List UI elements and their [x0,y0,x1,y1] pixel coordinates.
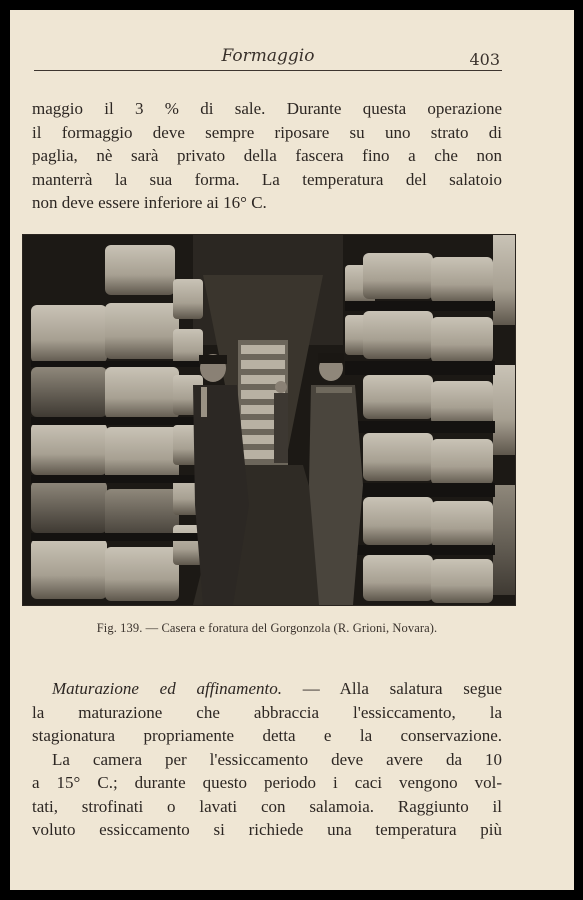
cheese-cellar-illustration [23,235,515,605]
paragraph-bottom [32,677,502,842]
text-line: tati, strofinati o lavati con salamoia. Raggiunto il [32,796,502,816]
text-line: manterrà la sua forma. La temperatura del salatoio [32,169,502,189]
page-number: 403 [469,50,500,69]
text-line: maggio il 3 % di sale. Durante questa operazione [32,99,502,118]
text-line: il formaggio deve sempre riposare su uno strato di [32,122,502,142]
paragraph-top [32,97,502,215]
section-first-line [32,677,502,701]
worker-right [309,353,363,605]
text-line: voluto essiccamento si richiede una temperatura più [32,820,502,839]
book-page [10,10,574,890]
text-line: stagionatura propriamente detta e la conservazione. [32,726,502,745]
text-line: a 15° C.; durante questo periodo i caci vengono vol- [32,773,502,792]
worker-background [274,381,288,463]
text-line: non deve essere inferiore ai 16° C. [32,193,267,212]
text-line: La camera per l'essiccamento deve avere da 10 [52,749,502,769]
section-first-line-text: — Alla salatura segue [302,679,502,698]
running-title: Formaggio [221,46,315,66]
header-rule [34,70,502,71]
cheese-cellar-photo [22,234,516,606]
figure-caption: Fig. 139. — Casera e foratura del Gorgonzola (R. Grioni, Novara). [96,621,438,635]
page-header [34,46,502,72]
text-line: paglia, nè sarà privato della fascera fino a che non [32,146,502,165]
section-heading: Maturazione ed affinamento. [52,679,282,698]
text-line: la maturazione che abbraccia l'essiccamento, la [32,702,502,722]
